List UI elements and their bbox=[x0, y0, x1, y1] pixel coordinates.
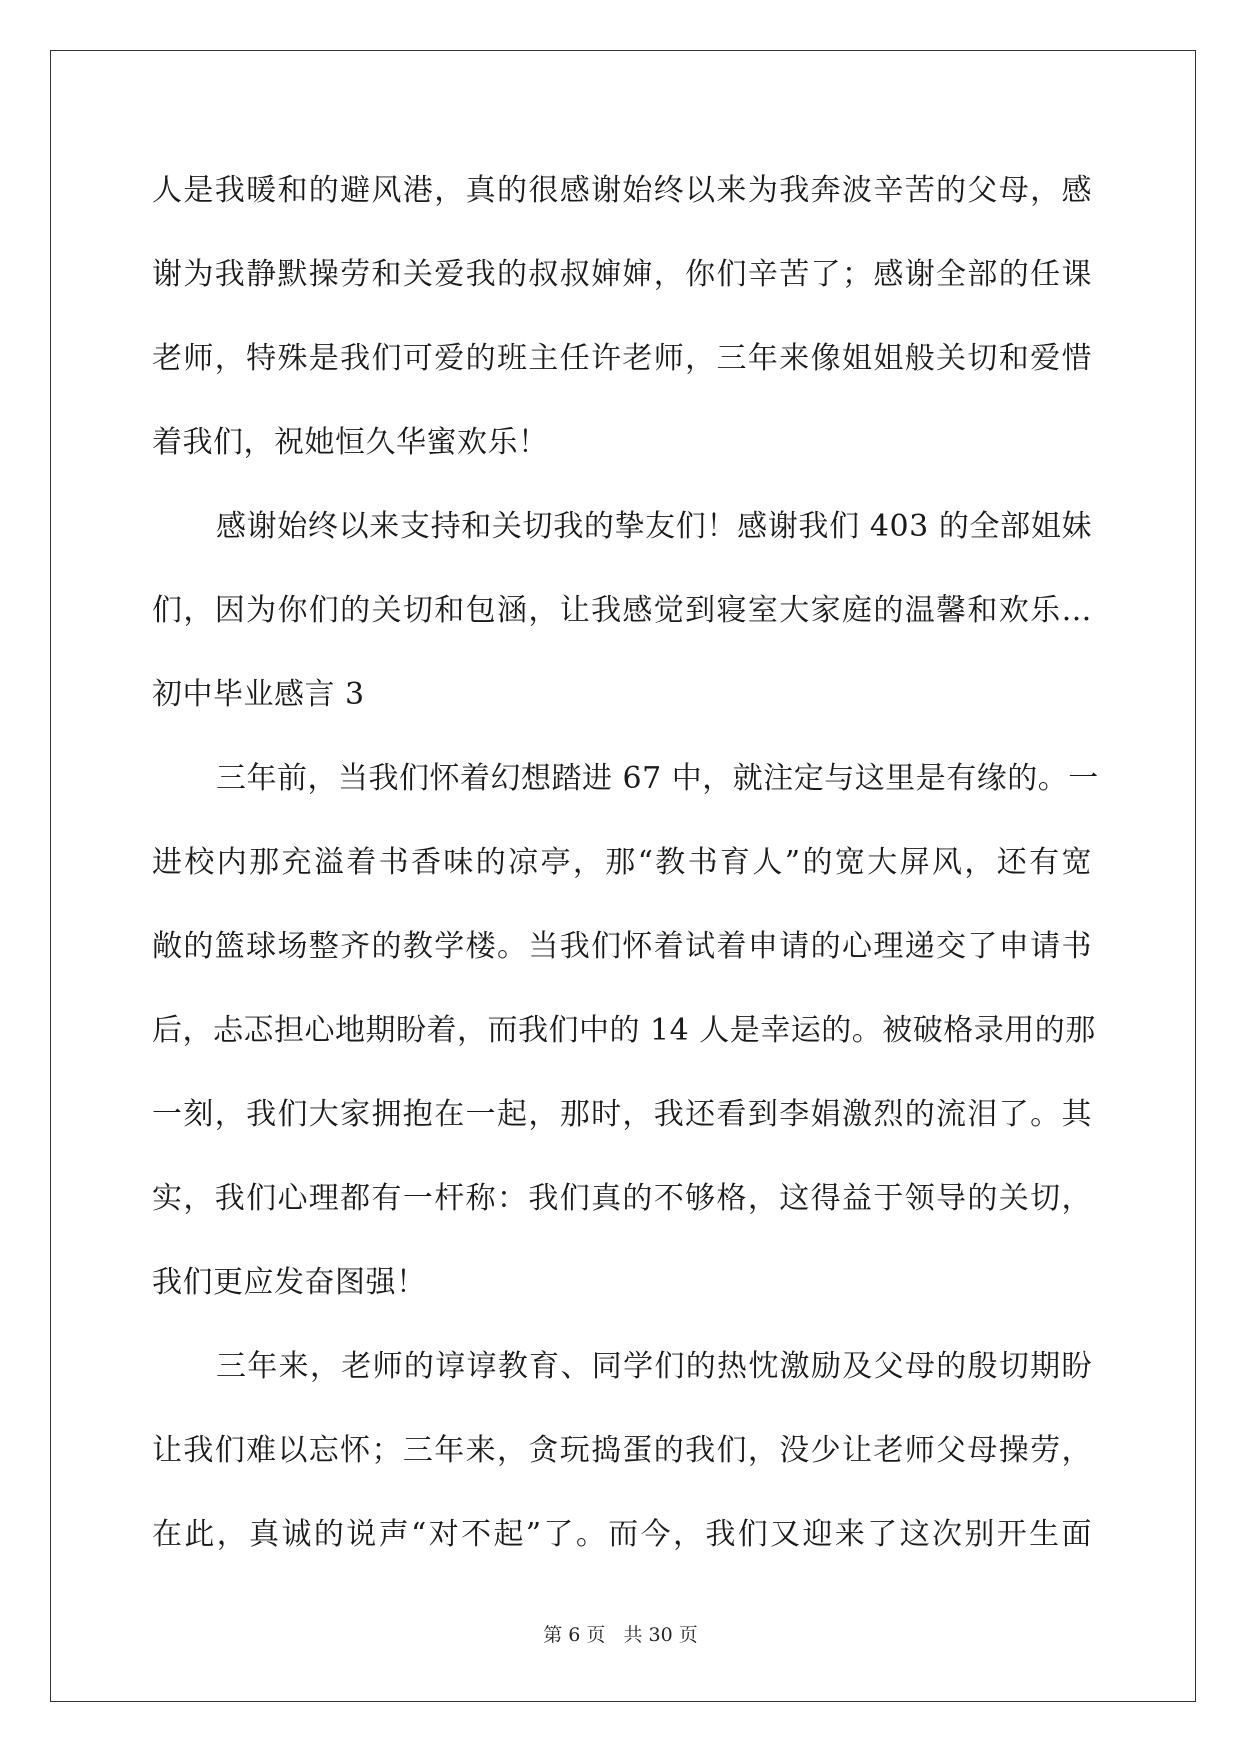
text-line: 老师，特殊是我们可爱的班主任许老师，三年来像姐姐般关切和爱惜 bbox=[152, 341, 1092, 376]
text-line: 我们更应发奋图强！ bbox=[152, 1265, 427, 1300]
text-line: 三年前，当我们怀着幻想踏进 67 中，就注定与这里是有缘的。一 bbox=[216, 761, 1099, 796]
section-heading: 初中毕业感言 3 bbox=[152, 677, 365, 712]
text-line: 后，忐忑担心地期盼着，而我们中的 14 人是幸运的。被破格录用的那 bbox=[152, 1013, 1096, 1048]
text-line: 实，我们心理都有一杆称：我们真的不够格，这得益于领导的关切， bbox=[152, 1181, 1092, 1216]
page-footer bbox=[0, 1620, 1241, 1647]
page-number: 第 6 页 bbox=[543, 1624, 606, 1646]
text-line: 谢为我静默操劳和关爱我的叔叔婶婶，你们辛苦了；感谢全部的任课 bbox=[152, 257, 1092, 292]
text-line: 在此，真诚的说声“对不起”了。而今，我们又迎来了这次别开生面 bbox=[152, 1517, 1092, 1552]
document-body bbox=[152, 163, 1099, 1591]
text-line: 感谢始终以来支持和关切我的挚友们！感谢我们 403 的全部姐妹 bbox=[216, 509, 1092, 544]
text-line: 着我们，祝她恒久华蜜欢乐！ bbox=[152, 425, 549, 460]
text-line: 三年来，老师的谆谆教育、同学们的热忱激励及父母的殷切期盼 bbox=[216, 1349, 1092, 1384]
text-line: 让我们难以忘怀；三年来，贪玩捣蛋的我们，没少让老师父母操劳， bbox=[152, 1433, 1092, 1468]
text-line: 敞的篮球场整齐的教学楼。当我们怀着试着申请的心理递交了申请书 bbox=[152, 929, 1092, 964]
text-line: 进校内那充溢着书香味的凉亭，那“教书育人”的宽大屏风，还有宽 bbox=[152, 845, 1092, 880]
text-line: 们，因为你们的关切和包涵，让我感觉到寝室大家庭的温馨和欢乐… bbox=[152, 593, 1092, 628]
text-line: 人是我暖和的避风港，真的很感谢始终以来为我奔波辛苦的父母，感 bbox=[152, 173, 1092, 208]
page-total: 共 30 页 bbox=[623, 1624, 698, 1646]
text-line: 一刻，我们大家拥抱在一起，那时，我还看到李娟激烈的流泪了。其 bbox=[152, 1097, 1092, 1132]
